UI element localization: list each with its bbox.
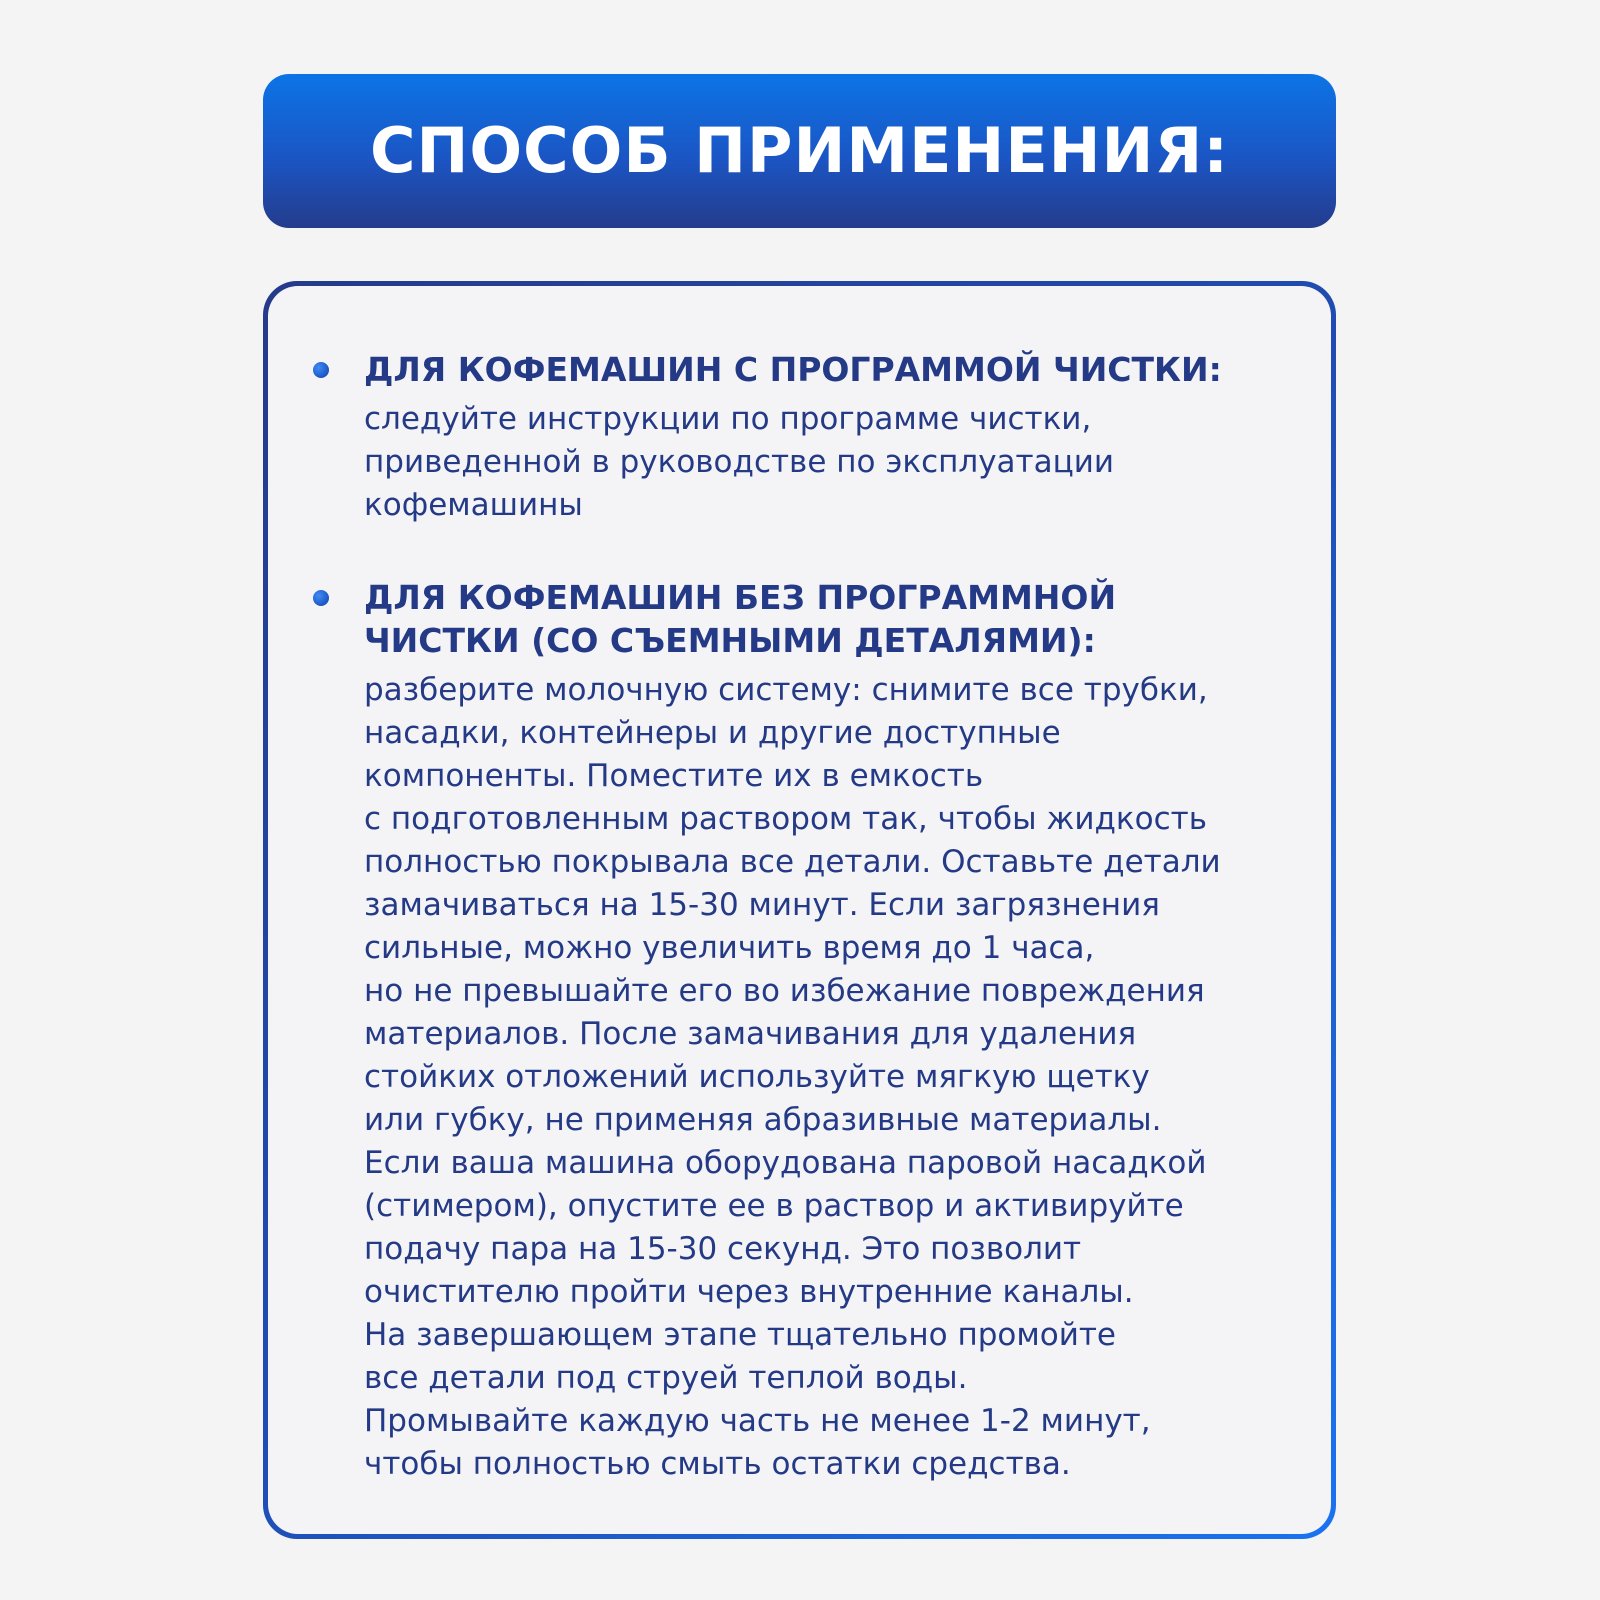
- instruction-text: разберите молочную систему: снимите все трубки, насадки, контейнеры и другие доступные компоненты. Поместите их в емкость с подготовленным раствором так, чтобы жидкость полностью покрывала все детали. Оставьте детали замачиваться на 15-30 минут. Если загрязнения сильные, можно увеличить время до 1 часа, но не превышайте его во избежание повреждения материалов. После замачивания для удаления стойких отложений используйте мягкую щетку или губку, не применяя абразивные материалы. Если ваша машина оборудована паровой насадкой (стимером), опустите ее в раствор и активируйте подачу пара на 15-30 секунд. Это позволит очистителю пройти через внутренние каналы. На завершающем этапе тщательно промойте все детали под струей теплой воды. Промывайте каждую часть не менее 1-2 минут, чтобы полностью смыть остатки средства.: [364, 672, 1221, 1482]
- instructions-card-content: [268, 286, 1331, 1534]
- page-title: СПОСОБ ПРИМЕНЕНИЯ:: [370, 114, 1229, 187]
- bullet-dot-icon: [313, 590, 329, 606]
- instructions-card: [263, 281, 1336, 1539]
- header-banner: [263, 74, 1336, 228]
- instruction-title: ДЛЯ КОФЕМАШИН С ПРОГРАММОЙ ЧИСТКИ:: [364, 350, 1222, 389]
- instruction-text: следуйте инструкции по программе чистки, приведенной в руководстве по эксплуатации кофемашины: [364, 401, 1114, 523]
- instruction-title: ДЛЯ КОФЕМАШИН БЕЗ ПРОГРАММНОЙ ЧИСТКИ (СО СЪЕМНЫМИ ДЕТАЛЯМИ):: [364, 578, 1117, 660]
- bullet-dot-icon: [313, 362, 329, 378]
